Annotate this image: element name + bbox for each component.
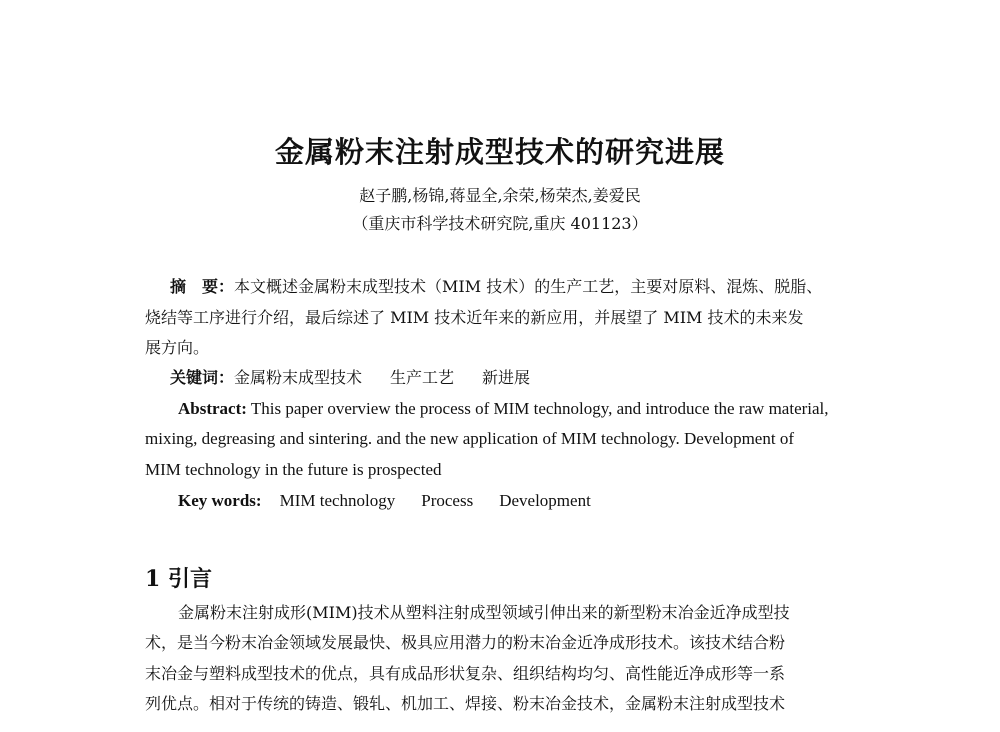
keywords-cn-label: 关键词： <box>170 368 235 387</box>
abstract-en-text: This paper overview the process of MIM technology, and introduce the raw material, <box>250 399 829 418</box>
keyword-cn-1: 金属粉末成型技术 <box>234 368 363 387</box>
keyword-en-2: Process <box>421 491 474 510</box>
abstract-cn-line-1 <box>170 277 822 297</box>
abstract-cn-line-3: 展方向。 <box>145 338 210 357</box>
keyword-cn-3: 新进展 <box>482 368 531 387</box>
section-1-heading: 1 引言 <box>145 566 212 592</box>
affiliation: （重庆市科学技术研究院,重庆 401123） <box>352 214 648 233</box>
keywords-en <box>178 491 591 511</box>
abstract-cn-text: 本文概述金属粉末成型技术（MIM 技术）的生产工艺，主要对原料、混炼、脱脂、 <box>234 277 823 296</box>
abstract-cn-line-2: 烧结等工序进行介绍，最后综述了 MIM 技术近年来的新应用，并展望了 MIM 技术的未来发 <box>145 308 804 327</box>
keyword-en-3: Development <box>499 491 591 510</box>
keyword-cn-2: 生产工艺 <box>390 368 455 387</box>
keyword-en-1: MIM technology <box>279 491 396 510</box>
section-1-line-2: 术，是当今粉末冶金领域发展最快、极具应用潜力的粉末冶金近净成形技术。该技术结合粉 <box>145 633 786 652</box>
section-1-line-4: 列优点。相对于传统的铸造、锻轧、机加工、焊接、粉末冶金技术，金属粉末注射成型技术 <box>145 694 786 713</box>
abstract-cn-label: 摘 要： <box>170 277 235 296</box>
abstract-en-line-3: MIM technology in the future is prospected <box>145 460 442 479</box>
section-1-line-3: 末冶金与塑料成型技术的优点，具有成品形状复杂、组织结构均匀、高性能近净成形等一系 <box>145 664 786 683</box>
abstract-en-label: Abstract: <box>178 399 247 418</box>
keywords-en-label: Key words: <box>178 491 262 510</box>
abstract-en-line-2: mixing, degreasing and sintering. and the new application of MIM technology. Development of <box>145 429 794 448</box>
paper-title: 金属粉末注射成型技术的研究进展 <box>274 135 725 169</box>
abstract-en-line-1 <box>178 399 829 419</box>
keywords-cn <box>170 368 530 388</box>
section-1-line-1: 金属粉末注射成形(MIM)技术从塑料注射成型领域引伸出来的新型粉末冶金近净成型技 <box>178 603 790 622</box>
author-list: 赵子鹏,杨锦,蒋显全,余荣,杨荣杰,姜爱民 <box>359 186 641 205</box>
